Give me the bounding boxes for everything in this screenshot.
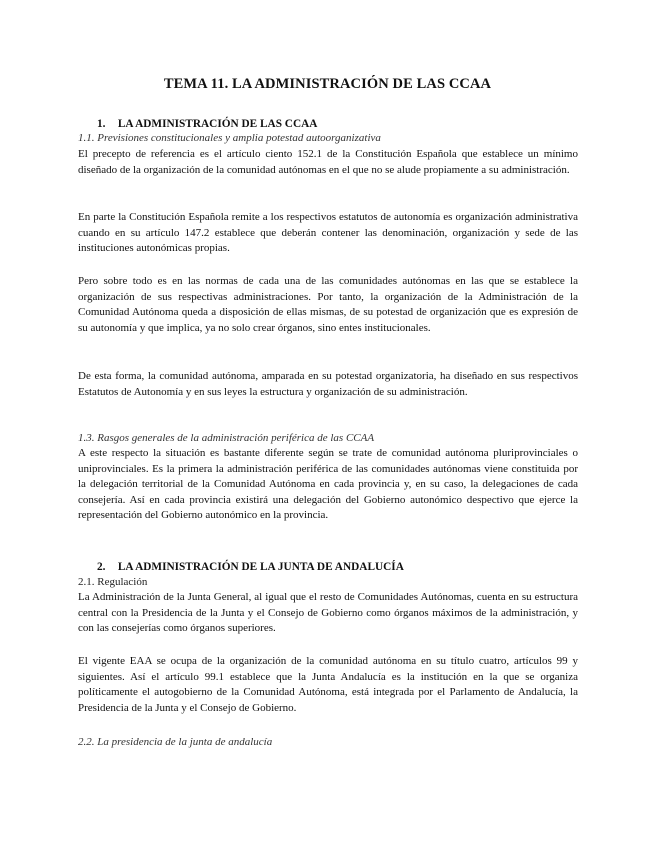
paragraph-text: En parte la Constitución Española remite a los respectivos estatutos de autonomía es organización administrativa cuando en su artículo 147.2 establece que deberán contener las denominación, organización y sede de las instituciones autonómicas propias. — [78, 211, 578, 255]
paragraph-text: La Administración de la Junta General, al igual que el resto de Comunidades Autónomas, cuenta en su estructura central con la Presidencia de la Junta y el Consejo de Gobierno como órganos máximos de la administración, y con las consejerías como órganos superiores. — [78, 591, 578, 635]
paragraph-text: El vigente EAA se ocupa de la organización de la comunidad autónoma en su título cuatro, artículos 99 y siguientes. Así el artículo 99.1 establece que la Junta Andalucía es la institución en la que se organiza políticamente el autogobierno de la Comunidad Autónoma, está integrada por el Parlamento de Andalucía, la Presidencia de la Junta y el Consejo de Gobierno. — [78, 655, 578, 714]
subsection-label: 2.1. Regulación — [78, 576, 148, 588]
subsection-label: 1.3. Rasgos generales de la administración periférica de las CCAA — [78, 432, 375, 444]
paragraph — [78, 147, 578, 178]
section-number: 2. — [97, 561, 106, 573]
paragraph-text: Pero sobre todo es en las normas de cada una de las comunidades autónomas en las que se establece la organización de sus respectivas administraciones. Por tanto, la organización de la Administración de la Comunidad Autónoma queda a disposición de ellas mismas, de su potestad de organización que es expresión de su autonomía y que implica, ya no solo crear órganos, sino entes institucionales. — [78, 275, 578, 334]
subsection-label: 2.2. La presidencia de la junta de andalucía — [78, 736, 273, 748]
paragraph — [78, 210, 578, 257]
section-heading — [97, 118, 317, 130]
paragraph-text: De esta forma, la comunidad autónoma, amparada en su potestad organizatoria, ha diseñado en sus respectivos Estatutos de Autonomía y en sus leyes la estructura y organización de su administración. — [78, 370, 578, 398]
section-number: 1. — [97, 118, 106, 130]
section-heading-text: LA ADMINISTRACIÓN DE LAS CCAA — [117, 118, 318, 130]
paragraph — [78, 446, 578, 524]
page-title: TEMA 11. LA ADMINISTRACIÓN DE LAS CCAA — [163, 76, 492, 92]
paragraph — [78, 654, 578, 716]
paragraph-text: El precepto de referencia es el artículo ciento 152.1 de la Constitución Española que establece un mínimo diseñado de la organización de la comunidad autónomas en el que no se alude propiamente a su administración. — [78, 148, 578, 176]
paragraph — [78, 369, 578, 400]
subsection-label: 1.1. Previsiones constitucionales y amplia potestad autoorganizativa — [78, 132, 381, 144]
paragraph-text: A este respecto la situación es bastante diferente según se trate de comunidad autónoma pluriprovinciales o uniprovinciales. Es la primera la administración periférica de las comunidades autónomas viene constituida por la delegación territorial de la Comunidad Autónoma en cada provincia y, en su caso, la delegaciones de cada consejería. Así en cada provincia existirá una delegación del Gobierno autonómico despectivo que ejerce la representación del Gobierno autonómico en la provincia. — [78, 447, 578, 522]
section-heading-text: LA ADMINISTRACIÓN DE LA JUNTA DE ANDALUCÍA — [117, 561, 404, 573]
paragraph — [78, 590, 578, 637]
paragraph — [78, 274, 578, 336]
section-heading — [97, 561, 404, 573]
